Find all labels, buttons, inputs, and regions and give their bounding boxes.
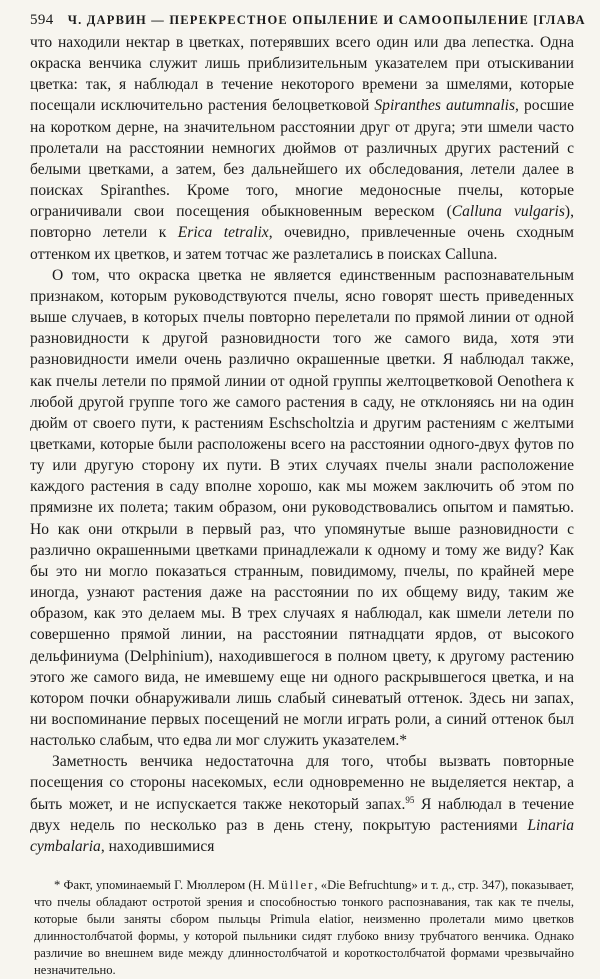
paragraph-1 — [30, 32, 574, 265]
footnote — [30, 877, 574, 978]
text-run: что находили нектар в цветках, потерявших всего один или два лепестка. Одна окраска венчика служит лишь приблизительным указателем при отыскивании цветка: так, я наблюдал в течение некоторого времени за шмелями, которые посещали исключительно растения белоцветковой — [30, 34, 574, 115]
text-run: , росшие на коротком дерне, на значительном расстоянии друг от друга; эти шмели часто пролетали на расстоянии немногих дюймов от различных других растений с белыми цветками, а затем, без дальнейшего их обследования, летели далее в поисках Spiranthes. Кроме того, многие медоносные пчелы, которые ограничивали свои посещения обыкновенным вереском ( — [30, 97, 575, 221]
species-name: Calluna vulgaris — [451, 203, 565, 221]
reference-number: 95 — [405, 794, 415, 805]
body-text — [30, 32, 574, 857]
page-number: 594 — [30, 12, 54, 28]
paragraph-3 — [30, 751, 574, 857]
species-name: Spiranthes autumnalis — [374, 97, 516, 115]
text-run: * Факт, упоминаемый Г. Мюллером (H. — [54, 878, 269, 893]
species-name: Erica tetralix — [177, 224, 269, 242]
running-title: Ч. ДАРВИН — ПЕРЕКРЕСТНОЕ ОПЫЛЕНИЕ И САМООПЫЛЕНИЕ [ГЛАВА — [67, 13, 586, 27]
text-run: , очевидно, привлеченные очень сходным оттенком их цветков, и затем тотчас же разлетались в поисках Calluna. — [30, 224, 574, 263]
text-run: , находившимися — [100, 837, 215, 855]
text-run: Я наблюдал в течение двух недель по несколько раз в день стену, покрытую растениями — [30, 795, 574, 834]
text-run: , «Die Befruchtung» и т. д., стр. 347), показывает, что пчелы обладают остротой зрения и способностью тонкого распознавания, так как те пчелы, которые были заняты сбором пыльцы Primula elatior, неизменно пролетали мимо цветков длинностолбчатой формы, у которой пыльники сидят глубоко внизу трубчатого венчика. Однако различие во внешнем виде между длинностолбчатой и короткостолбчатой формами чрезвычайно незначительно. — [34, 878, 574, 977]
footnote-text — [34, 877, 574, 978]
paragraph-2: О том, что окраска цветка не является единственным распознавательным признаком, которым руководствуются пчелы, ясно говорят шесть приведенных выше случаев, в которых пчелы повторно перелетали по прямой линии от одной разновидности к другой разновидности того же самого вида, хотя эти разновидности имели очень различно окрашенные цветки. Я наблюдал также, как пчелы летели по прямой линии от одной группы желтоцветковой Oenothera к любой другой группе того же самого растения в саду, не отклоняясь ни на один дюйм от своего пути, к растениям Eschscholtzia и другим растениям с желтыми цветками, которые были расположены всего на расстоянии одного-двух футов по ту или другую сторону их пути. В этих случаях пчелы знали расположение каждого растения в саду вполне хорошо, как мы можем заключить об этом по прямизне их полета; таким образом, они руководствовались опытом и памятью. Но как они открыли в первый раз, что упомянутые выше разновидности с различно окрашенными цветками принадлежали к одному и тому же виду? Как бы это ни могло показаться странным, повидимому, пчелы, по крайней мере иногда, узнают растения даже на расстоянии по их общему виду, таким же образом, как это делаем мы. В трех случаях я наблюдал, как шмели летели по совершенно прямой линии, на расстоянии пятнадцати ярдов, от высокого дельфиниума (Delphinium), находившегося в полном цвету, к другому растению этого же самого вида, не имевшему еще ни одного раскрывшегося цветка, и на котором почки обнаруживали лишь слабый синеватый оттенок. Здесь ни запах, ни воспоминание первых посещений не могли играть роли, а синий оттенок был настолько слабым, что едва ли мог служить указателем.* — [30, 266, 574, 750]
species-name: Linaria cymbalaria — [30, 816, 574, 855]
page-header — [30, 12, 586, 29]
text-run: ), повторно летели к — [30, 203, 574, 242]
text-run: Заметность венчика недостаточна для того, чтобы вызвать повторные посещения со стороны насекомых, если одновременно не выделяется нектар, а быть может, и не испускается также некоторый запах. — [30, 753, 574, 813]
author-name: Müller — [268, 878, 315, 893]
